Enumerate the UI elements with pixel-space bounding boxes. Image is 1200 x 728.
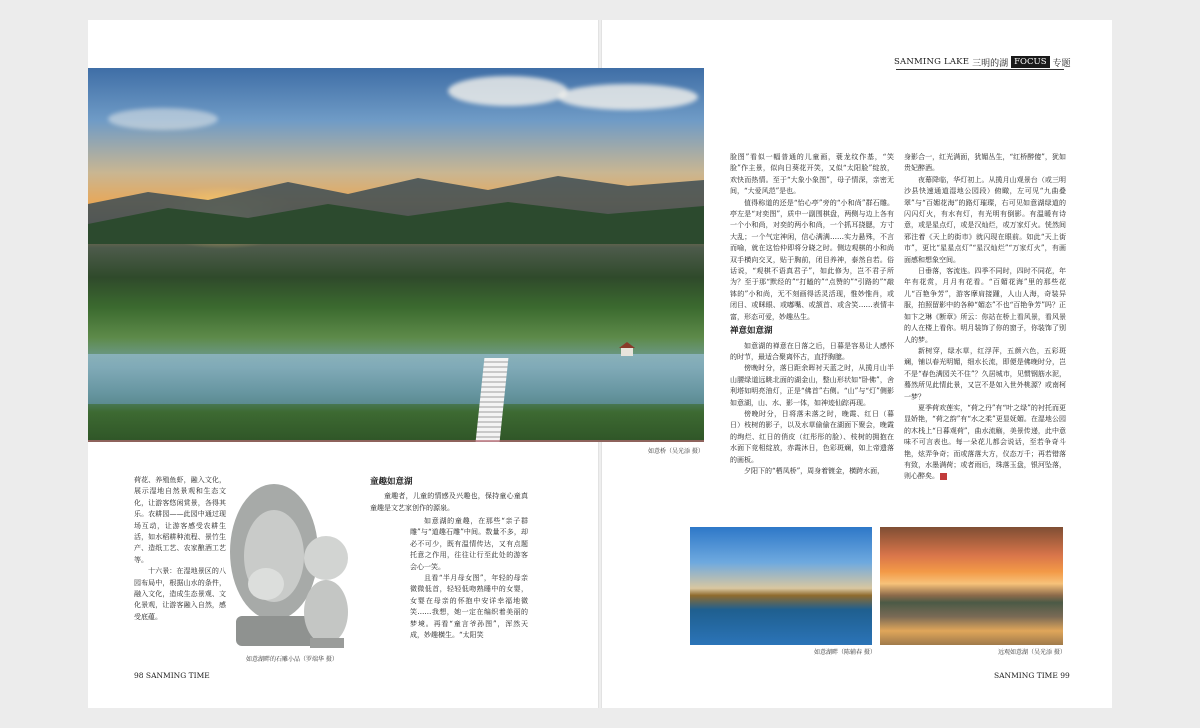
left-column-text	[134, 475, 226, 623]
middle-paragraph: 脸图”看似一幅普通的儿童画，蓑龙纹作基，“笑脸”作主景，似向日葵花开笑，又似“太阳脸”绽放，欢快而热情。至于“大象小象图”，母子情深，亲密无间，“大爱风范”是也。	[730, 153, 894, 196]
section-paragraph: 且看“半月母女图”，年轻的母亲微微低首，轻轻低吻熟睡中的女婴，女婴在母亲的怀抱中安详幸福地微笑……我想，她一定在编织着美丽的梦境。再看“童言爷孙图”，浑然天成，妙趣横生。“太阳笑	[410, 574, 528, 640]
left-paragraph: 十六景：在湿地景区的八园布局中，根据山水的条件，融入文化，造成生态景观、文化景观，让游客融入自然，感受底蕴。	[134, 567, 226, 621]
middle-column-text	[730, 152, 894, 477]
hero-caption: 如意桥（吴光添 摄）	[648, 448, 704, 455]
section-paragraph: 如意湖的童趣，在那些“亲子群雕”与“道趣石雕”中间。数量不多，却必不可少，既有温情传达，又有点题托意之作用，往往让行至此处的游客会心一笑。	[410, 517, 528, 571]
middle-paragraph: 值得称道的还是“怡心亭”旁的“小和尚”群石雕。亭左是“对奕图”，质中一副围棋盘，两侧与边上各有一个小和尚，对奕的两小和尚，一个抓耳挠腮，方寸大乱；一个气定神闲，信心满满……实力悬殊，不言而喻，就在这怡仲即将分晓之时。侧边观棋的小和尚双手横向交叉，贴于胸前，闭目养神，泰然自若。俗话说，“观棋不语真君子”，如此修为，岂不君子所为？至于那“默经的”“打瞌的”“点赞的”“引路的”“敲钵的”小和尚，无不刻画得活灵活现，惟妙惟肖，或闭目、或眯眼、或嘟嘴、或颔首、或含笑……表情丰富，形态可爱，妙趣丛生。	[730, 198, 894, 321]
middle-paragraph: 夕阳下的“栖凤桥”，周身着镀金，横跨水面，	[744, 466, 885, 475]
middle-paragraph: 如意湖的禅意在日落之后，日暮是容易让人感怀的时节，最适合聚离怀古，直抒胸臆。	[730, 341, 894, 361]
distant-lake-caption: 远观如意湖（吴光添 摄）	[998, 649, 1066, 656]
section-heading-chanyi: 禅意如意湖	[730, 326, 773, 337]
right-paragraph: 身影合一，红光满面，犹媚丛生，“红桥醉傻”，犹如贵妃醉酒。	[904, 153, 1066, 173]
distant-lake-photo	[880, 527, 1063, 645]
section-heading-tongqu: 童趣如意湖	[370, 477, 413, 487]
lakeside-photo	[690, 527, 872, 645]
end-mark-icon	[940, 473, 947, 480]
section-header	[894, 54, 1071, 70]
header-english: SANMING LAKE	[894, 57, 970, 67]
right-paragraph	[904, 403, 1066, 483]
header-tag-chinese: 专题	[1052, 58, 1071, 69]
right-column-text	[904, 152, 1066, 483]
section-paragraph: 童趣者，儿童的情感及兴趣也，保持童心童真童趣是文艺家创作的源泉。	[370, 492, 528, 512]
section-tongqu-continued	[410, 516, 528, 641]
section-tongqu-column	[370, 474, 528, 514]
statue-caption: 如意湖畔的石雕小品（罗端华 摄）	[246, 656, 338, 663]
folio-right: SANMING TIME 99	[994, 671, 1070, 680]
right-paragraph: 新树穿，绿水草，红浮萍，五颜六色，五彩斑斓，铺以春光明媚，细水长流，即便是佛晚时分，岂不是“春色满园关不住”？久居城市，见惯钢筋水泥，蓦然所见此情此景，又岂不是如入世外桃源？或南柯一梦？	[904, 346, 1066, 401]
folio-left: 98 SANMING TIME	[134, 671, 210, 680]
header-chinese: 三明的湖	[972, 58, 1009, 69]
right-paragraph-final: 夏季荷欢莲实，“荷之丹”有“叶之绿”的衬托而更显娇艳，“荷之韵”有“水之柔”更显妩媚。在湿地公园的木栈上“日暮观荷”，曲水流觞，美景传递，此中意味不可言表也。每一朵花儿都会说话，至若争奇斗艳，炫弄争奇；而或落落大方，仪态万千；再若错落有致，水墨满荷；或者雨后，珠落玉盘，银河坠落，则心醉矣。	[904, 403, 1066, 481]
middle-paragraph: 傍晚时分，日将落未落之时，晚霞、红日（暮日）枝树的影子，以及水草偷偷在湖面下聚会，晚霞的绚烂、红日的俏皮（红彤彤的脸）、枝树的拥抱在水面下竞相绽放，赤霞沐日，色彩斑斓，如上帝遗落的画板。	[730, 409, 894, 464]
hero-photo-ruyi-bridge	[88, 68, 704, 442]
stone-statue-photo	[226, 466, 356, 650]
lakeside-caption: 如意湖畔（陈辅春 摄）	[814, 649, 876, 656]
right-paragraph: 夜幕降临，华灯初上。从揽月山观景台（或三明沙县快速通道湿地公园段）俯瞰，左可见“九曲叠翠”与“百媚花海”的路灯璀璨，右可见如意湖绿道的闪闪灯火，有水有灯，有光明有倒影。有温暖有诗意，或是星点灯，或是汉灿烂，或万家灯火。恍然间邪注着《天上的街市》就闪现在眼前。如此“天上街市”，更比“星星点灯”“星汉灿烂”“万家灯火”，有画面感和想象空间。	[904, 175, 1066, 264]
header-rule	[896, 69, 1064, 70]
left-paragraph: 荷花、养殖鱼虾，融入文化，展示湿地自然景观和生态文化，让游客悠闲赏景，各得其乐。农耕园——此园中通过现场互动，让游客感受农耕生活，如水稻耕种流程、景竹生产、造纸工艺、农家酿酒工艺等。	[134, 476, 226, 564]
header-tag-english: FOCUS	[1011, 56, 1049, 68]
middle-paragraph: 傍晚时分，落日距余晖衬天蓝之时，从揽月山半山腰绿道远眺北面的湖金山，整山形状如“卧佛”，舍利塔如明亮油灯，正是“佛首”右侧。“山”与“灯”侧影如意湖，山、水、影一体，如神迹仙踪再现。	[730, 364, 894, 407]
right-paragraph: 日垂落，客流连。四季不同时，四时不同花，年年有花赏，月月有花看。“百媚花海”里的那些花儿“百艳争芳”，游客摩肩接踵，人山人海，奇装异服，拍照留影中的各种“媚态”不也“百艳争芳”吗？正如卞之琳《断章》所云：你站在桥上看风景，看风景的人在楼上看你。明月装饰了你的窗子，你装饰了别人的梦。	[904, 267, 1066, 344]
